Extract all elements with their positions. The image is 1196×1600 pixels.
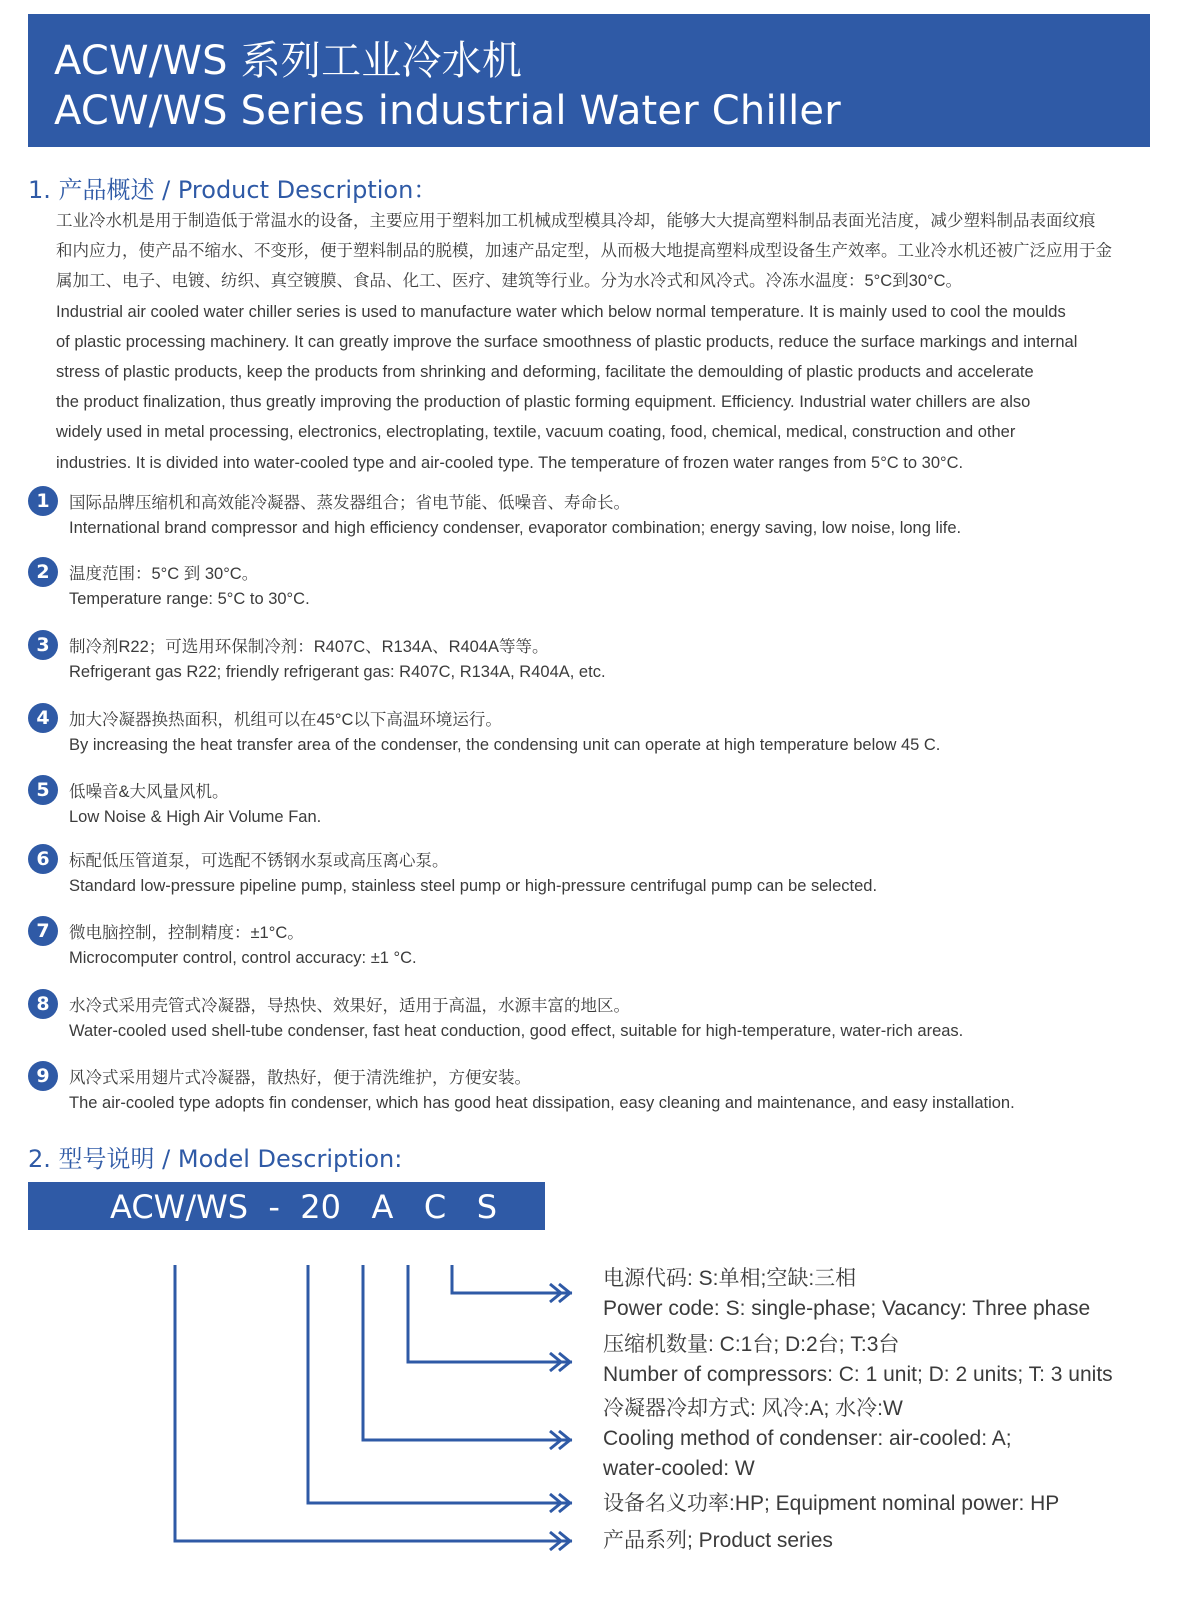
section-title-product-description: 1. 产品概述 / Product Description： xyxy=(28,176,438,204)
label-cooling-en-cont: water-cooled: W xyxy=(603,1457,755,1480)
label-compressors-zh: 压缩机数量: C:1台; D:2台; T:3台 xyxy=(603,1333,900,1356)
desc-line-zh: 和内应力，使产品不缩水、不变形，便于塑料制品的脱模，加速产品定型，从而极大地提高塑料成型设备生产效率。工业冷水机还被广泛应用于金 xyxy=(56,242,1112,261)
label-power-code-en: Power code: S: single-phase; Vacancy: Three phase xyxy=(603,1297,1091,1320)
feature-number-badge: 8 xyxy=(28,989,58,1019)
desc-line-en: Industrial air cooled water chiller series is used to manufacture water which below normal temperature. It is mainly used to cool the moulds xyxy=(56,302,1066,321)
feature-text-zh: 水冷式采用壳管式冷凝器，导热快、效果好，适用于高温，水源丰富的地区。 xyxy=(69,997,630,1015)
feature-text-en: International brand compressor and high efficiency condenser, evaporator combination; energy saving, low noise, long life. xyxy=(69,519,962,537)
feature-text-en: Water-cooled used shell-tube condenser, fast heat conduction, good effect, suitable for high-temperature, water-rich areas. xyxy=(69,1022,964,1040)
connector-product-series xyxy=(175,1265,572,1541)
feature-text-zh: 温度范围：5°C 到 30°C。 xyxy=(69,565,259,583)
desc-line-zh: 属加工、电子、电镀、纺织、真空镀膜、食品、化工、医疗、建筑等行业。分为水冷式和风冷式。冷冻水温度：5°C到30°C。 xyxy=(56,272,963,291)
feature-number-badge: 1 xyxy=(28,486,58,516)
feature-text-en: Temperature range: 5°C to 30°C. xyxy=(69,590,310,608)
label-product-series: 产品系列; Product series xyxy=(603,1529,833,1552)
feature-number-badge: 7 xyxy=(28,916,58,946)
feature-text-zh: 风冷式采用翅片式冷凝器，散热好，便于清洗维护，方便安装。 xyxy=(69,1069,531,1087)
feature-text-en: Standard low-pressure pipeline pump, stainless steel pump or high-pressure centrifugal pump can be selected. xyxy=(69,877,878,895)
feature-number-badge: 3 xyxy=(28,630,58,660)
desc-line-en: stress of plastic products, keep the products from shrinking and deforming, facilitate the demoulding of plastic products and accelerate xyxy=(56,363,1034,382)
feature-number-badge: 9 xyxy=(28,1061,58,1091)
feature-number-badge: 2 xyxy=(28,557,58,587)
model-code-bar: ACW/WS - 20 A C S xyxy=(28,1182,545,1230)
feature-text-zh: 低噪音&大风量风机。 xyxy=(69,783,229,801)
feature-text-en: By increasing the heat transfer area of the condenser, the condensing unit can operate at high temperature below 45 C. xyxy=(69,736,941,754)
connector-nominal-power xyxy=(308,1265,572,1503)
desc-line-zh: 工业冷水机是用于制造低于常温水的设备，主要应用于塑料加工机械成型模具冷却，能够大大提高塑料制品表面光洁度，减少塑料制品表面纹痕 xyxy=(56,212,1096,230)
title-chinese: ACW/WS 系列工业冷水机 xyxy=(54,38,523,84)
desc-line-en: of plastic processing machinery. It can greatly improve the surface smoothness of plastic products, reduce the surface markings and internal xyxy=(56,332,1078,351)
desc-line-en: widely used in metal processing, electronics, electroplating, textile, vacuum coating, food, chemical, medical, construction and other xyxy=(56,423,1016,442)
label-cooling-en: Cooling method of condenser: air-cooled: A; xyxy=(603,1427,1012,1450)
title-english: ACW/WS Series industrial Water Chiller xyxy=(54,88,841,134)
feature-text-en: Microcomputer control, control accuracy: ±1 °C. xyxy=(69,949,417,967)
feature-text-zh: 制冷剂R22；可选用环保制冷剂：R407C、R134A、R404A等等。 xyxy=(69,638,549,656)
feature-number-badge: 5 xyxy=(28,775,58,805)
feature-text-zh: 微电脑控制，控制精度：±1°C。 xyxy=(69,924,304,942)
label-nominal-power: 设备名义功率:HP; Equipment nominal power: HP xyxy=(603,1492,1060,1515)
connector-cooling-method xyxy=(363,1265,572,1440)
feature-text-zh: 标配低压管道泵，可选配不锈钢水泵或高压离心泵。 xyxy=(69,852,449,870)
feature-text-en: The air-cooled type adopts fin condenser, which has good heat dissipation, easy cleaning and maintenance, and easy installation. xyxy=(69,1094,1015,1112)
feature-text-en: Refrigerant gas R22; friendly refrigerant gas: R407C, R134A, R404A, etc. xyxy=(69,663,606,681)
feature-text-en: Low Noise & High Air Volume Fan. xyxy=(69,808,322,826)
label-power-code-zh: 电源代码: S:单相;空缺:三相 xyxy=(603,1267,857,1290)
desc-line-en: the product finalization, thus greatly improving the production of plastic forming equipment. Efficiency. Industrial water chillers are also xyxy=(56,393,1031,412)
feature-number-badge: 6 xyxy=(28,844,58,874)
feature-text-zh: 国际品牌压缩机和高效能冷凝器、蒸发器组合；省电节能、低噪音、寿命长。 xyxy=(69,494,630,512)
feature-number-badge: 4 xyxy=(28,703,58,733)
label-cooling-zh: 冷凝器冷却方式: 风冷:A; 水冷:W xyxy=(603,1397,903,1420)
feature-text-zh: 加大冷凝器换热面积，机组可以在45°C以下高温环境运行。 xyxy=(69,711,502,729)
label-compressors-en: Number of compressors: C: 1 unit; D: 2 units; T: 3 units xyxy=(603,1363,1113,1386)
section-title-model-description: 2. 型号说明 / Model Description: xyxy=(28,1145,403,1173)
connector-compressors xyxy=(408,1265,572,1362)
desc-line-en: industries. It is divided into water-cooled type and air-cooled type. The temperature of frozen water ranges from 5°C to 30°C. xyxy=(56,453,964,472)
